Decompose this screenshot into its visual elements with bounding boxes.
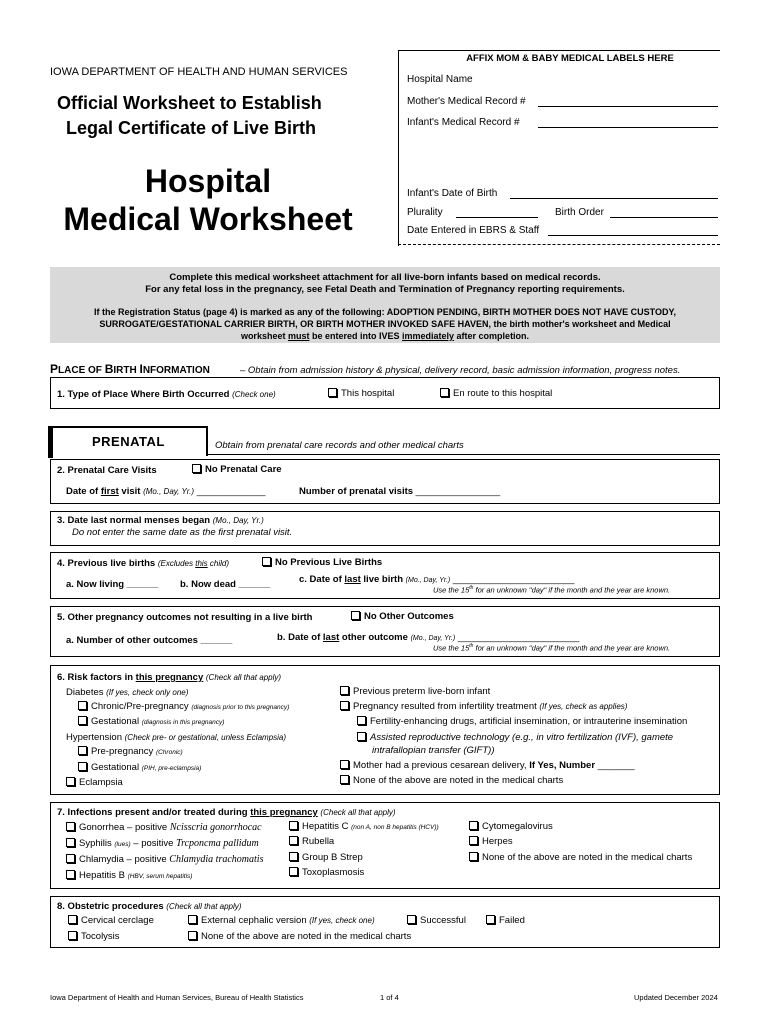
opt-rubella[interactable]: Rubella <box>289 836 334 847</box>
prenatal-note: Obtain from prenatal care records and other medical charts <box>215 440 464 451</box>
opt-art[interactable]: Assisted reproductive technology (e.g., in vitro fertilization (IVF), gamete intrafallopian transfer (GIFT)) <box>357 731 673 757</box>
worksheet-title-line2: Legal Certificate of Live Birth <box>66 118 317 138</box>
footer-updated: Updated December 2024 <box>634 993 718 1002</box>
checkbox-icon[interactable] <box>78 701 87 710</box>
checkbox-icon[interactable] <box>68 931 77 940</box>
notice-line3: If the Registration Status (page 4) is marked as any of the following: ADOPTION PENDING, BIRTH MOTHER DOES NOT HAVE CUSTODY, <box>94 307 676 317</box>
infant-dob-field[interactable] <box>510 198 718 199</box>
checkbox-icon[interactable] <box>66 854 75 863</box>
checkbox-icon[interactable] <box>68 915 77 924</box>
checkbox-icon[interactable] <box>66 838 75 847</box>
q5-label: 5. Other pregnancy outcomes not resulting in a live birth <box>57 612 313 623</box>
q4-note: Use the 15th for an unknown "day" if the month and the year are known. <box>433 585 671 595</box>
checkbox-icon[interactable] <box>289 852 298 861</box>
opt-gonorrhea[interactable]: Gonorrhea – positive Ncisscria gonorrhocac <box>66 822 262 833</box>
q3-label[interactable]: 3. Date last normal menses began (Mo., Day, Yr.) <box>57 515 264 526</box>
checkbox-icon[interactable] <box>66 870 75 879</box>
opt-no-previous-births[interactable]: No Previous Live Births <box>262 557 382 568</box>
q4c-last-live-birth[interactable]: c. Date of last live birth (Mo., Day, Yr.) _______________________ <box>299 574 575 585</box>
opt-hepatitis-b[interactable]: Hepatitis B (HBV, serum hepatitis) <box>66 870 192 881</box>
checkbox-icon[interactable] <box>78 746 87 755</box>
page-title <box>58 162 358 238</box>
affix-labels-title: AFFIX MOM & BABY MEDICAL LABELS HERE <box>466 53 674 64</box>
notice-line2: For any fetal loss in the pregnancy, see Fetal Death and Termination of Pregnancy reporting requirements. <box>145 284 625 295</box>
opt-risk-none[interactable]: None of the above are noted in the medical charts <box>340 775 563 786</box>
q4-label: 4. Previous live births (Excludes this child) <box>57 558 230 569</box>
place-of-birth-heading: PLACE OF BIRTH INFORMATION <box>50 362 210 376</box>
checkbox-icon[interactable] <box>289 836 298 845</box>
department-name: IOWA DEPARTMENT OF HEALTH AND HUMAN SERVICES <box>50 66 348 78</box>
q4a-now-living[interactable]: a. Now living ______ <box>66 579 159 590</box>
birth-order-field[interactable] <box>610 217 718 218</box>
date-entered-label: Date Entered in EBRS & Staff <box>407 225 540 236</box>
footer-agency: Iowa Department of Health and Human Services, Bureau of Health Statistics <box>50 993 304 1002</box>
opt-no-other-outcomes[interactable]: No Other Outcomes <box>351 611 454 622</box>
opt-prepregnancy-hypertension[interactable]: Pre-pregnancy (Chronic) <box>78 746 183 757</box>
checkbox-icon[interactable] <box>289 867 298 876</box>
opt-gestational-diabetes[interactable]: Gestational (diagnosis in this pregnancy) <box>78 716 224 727</box>
mother-record-label: Mother's Medical Record # <box>407 96 526 107</box>
opt-tocolysis[interactable]: Tocolysis <box>68 931 120 942</box>
notice-line1: Complete this medical worksheet attachment for all live-born infants based on medical records. <box>169 272 601 283</box>
infant-dob-label: Infant's Date of Birth <box>407 188 498 199</box>
q6-label: 6. Risk factors in this pregnancy (Check all that apply) <box>57 672 282 683</box>
plurality-field[interactable] <box>456 217 538 218</box>
notice-line5: worksheet must be entered into IVES immediately after completion. <box>240 331 530 341</box>
opt-gestational-hypertension[interactable]: Gestational (PIH, pre-eclampsia) <box>78 762 201 773</box>
worksheet-title-line1: Official Worksheet to Establish <box>57 93 322 113</box>
date-entered-field[interactable] <box>548 235 718 236</box>
place-of-birth-note: – Obtain from admission history & physical, delivery record, basic admission information, progress notes. <box>240 365 681 376</box>
checkbox-icon[interactable] <box>188 915 197 924</box>
opt-fertility-drugs[interactable]: Fertility-enhancing drugs, artificial insemination, or intrauterine insemination <box>357 716 687 727</box>
q5a-number-outcomes[interactable]: a. Number of other outcomes ______ <box>66 635 233 646</box>
checkbox-icon[interactable] <box>469 852 478 861</box>
q7-label: 7. Infections present and/or treated during this pregnancy (Check all that apply) <box>57 807 396 818</box>
q8-label: 8. Obstetric procedures (Check all that apply) <box>57 901 242 912</box>
q4b-now-dead[interactable]: b. Now dead ______ <box>180 579 271 590</box>
checkbox-icon[interactable] <box>440 388 449 397</box>
checkbox-icon[interactable] <box>469 836 478 845</box>
checkbox-icon[interactable] <box>188 931 197 940</box>
mother-record-field[interactable] <box>538 106 718 107</box>
checkbox-icon[interactable] <box>340 686 349 695</box>
opt-ecv-successful[interactable]: Successful <box>407 915 466 926</box>
opt-hepatitis-c[interactable]: Hepatitis C (non A, non B hepatitis (HCV)) <box>289 821 439 832</box>
checkbox-icon[interactable] <box>78 716 87 725</box>
opt-herpes[interactable]: Herpes <box>469 836 513 847</box>
notice-registration <box>50 306 720 342</box>
notice-line4: SURROGATE/GESTATIONAL CARRIER BIRTH, OR BIRTH MOTHER INVOKED SAFE HAVEN, the birth mother's worksheet and Medical <box>99 319 671 329</box>
opt-external-cephalic-version[interactable]: External cephalic version (If yes, check one) <box>188 915 375 926</box>
q5b-last-outcome[interactable]: b. Date of last other outcome (Mo., Day, Yr.) _______________________ <box>277 632 580 643</box>
q3-note: Do not enter the same date as the first prenatal visit. <box>72 527 293 538</box>
page-title-line1: Hospital <box>144 163 272 199</box>
q2-number-visits[interactable]: Number of prenatal visits ________________ <box>299 486 501 497</box>
q2-first-visit[interactable]: Date of first visit (Mo., Day, Yr.) _____________ <box>66 486 266 497</box>
checkbox-icon[interactable] <box>469 821 478 830</box>
opt-group-b-strep[interactable]: Group B Strep <box>289 852 363 863</box>
opt-obstetric-none[interactable]: None of the above are noted in the medical charts <box>188 931 411 942</box>
checkbox-icon[interactable] <box>328 388 337 397</box>
opt-chlamydia[interactable]: Chlamydia – positive Chlamydia trachomatis <box>66 854 263 865</box>
notice-primary <box>50 272 720 296</box>
footer-page-number: 1 of 4 <box>380 993 399 1002</box>
opt-eclampsia[interactable]: Eclampsia <box>66 777 123 788</box>
checkbox-icon[interactable] <box>192 464 201 473</box>
opt-infections-none[interactable]: None of the above are noted in the medical charts <box>469 852 692 863</box>
diabetes-label: Diabetes (If yes, check only one) <box>66 687 189 698</box>
opt-no-prenatal-care[interactable]: No Prenatal Care <box>192 464 282 475</box>
checkbox-icon[interactable] <box>262 557 271 566</box>
checkbox-icon[interactable] <box>66 777 75 786</box>
infant-record-label: Infant's Medical Record # <box>407 117 520 128</box>
q2-label: 2. Prenatal Care Visits <box>57 465 157 476</box>
checkbox-icon[interactable] <box>78 762 87 771</box>
checkbox-icon[interactable] <box>66 822 75 831</box>
prenatal-rule <box>208 454 720 455</box>
opt-previous-cesarean[interactable]: Mother had a previous cesarean delivery, If Yes, Number _______ <box>340 760 635 771</box>
opt-cytomegalovirus[interactable]: Cytomegalovirus <box>469 821 553 832</box>
opt-preterm-infant[interactable]: Previous preterm live-born infant <box>340 686 490 697</box>
checkbox-icon[interactable] <box>351 611 360 620</box>
plurality-label: Plurality <box>407 207 443 218</box>
checkbox-icon[interactable] <box>357 716 366 725</box>
hypertension-label: Hypertension (Check pre- or gestational, unless Eclampsia) <box>66 732 287 743</box>
hospital-name-label: Hospital Name <box>407 74 473 85</box>
checkbox-icon[interactable] <box>289 821 298 830</box>
prenatal-heading: PRENATAL <box>92 434 165 449</box>
opt-this-hospital[interactable]: This hospital <box>328 388 394 399</box>
opt-en-route[interactable]: En route to this hospital <box>440 388 552 399</box>
q1-label: 1. Type of Place Where Birth Occurred (Check one) <box>57 389 276 400</box>
notice-immediately: immediately <box>402 331 455 341</box>
page-title-line2: Medical Worksheet <box>63 201 353 237</box>
opt-ecv-failed[interactable]: Failed <box>486 915 525 926</box>
opt-syphilis[interactable]: Syphilis (lues) – positive Trcponcma pallidum <box>66 838 259 849</box>
affix-box-bottom <box>398 244 720 245</box>
notice-must: must <box>287 331 310 341</box>
checkbox-icon[interactable] <box>340 775 349 784</box>
opt-toxoplasmosis[interactable]: Toxoplasmosis <box>289 867 364 878</box>
checkbox-icon[interactable] <box>340 701 349 710</box>
q5-note: Use the 15th for an unknown "day" if the month and the year are known. <box>433 643 671 653</box>
opt-chronic-diabetes[interactable]: Chronic/Pre-pregnancy (diagnosis prior to this pregnancy) <box>78 701 289 712</box>
checkbox-icon[interactable] <box>357 732 366 741</box>
infant-record-field[interactable] <box>538 127 718 128</box>
checkbox-icon[interactable] <box>486 915 495 924</box>
birth-order-label: Birth Order <box>555 207 604 218</box>
checkbox-icon[interactable] <box>340 760 349 769</box>
checkbox-icon[interactable] <box>407 915 416 924</box>
opt-cervical-cerclage[interactable]: Cervical cerclage <box>68 915 154 926</box>
opt-infertility-treatment[interactable]: Pregnancy resulted from infertility treatment (If yes, check as applies) <box>340 701 627 712</box>
